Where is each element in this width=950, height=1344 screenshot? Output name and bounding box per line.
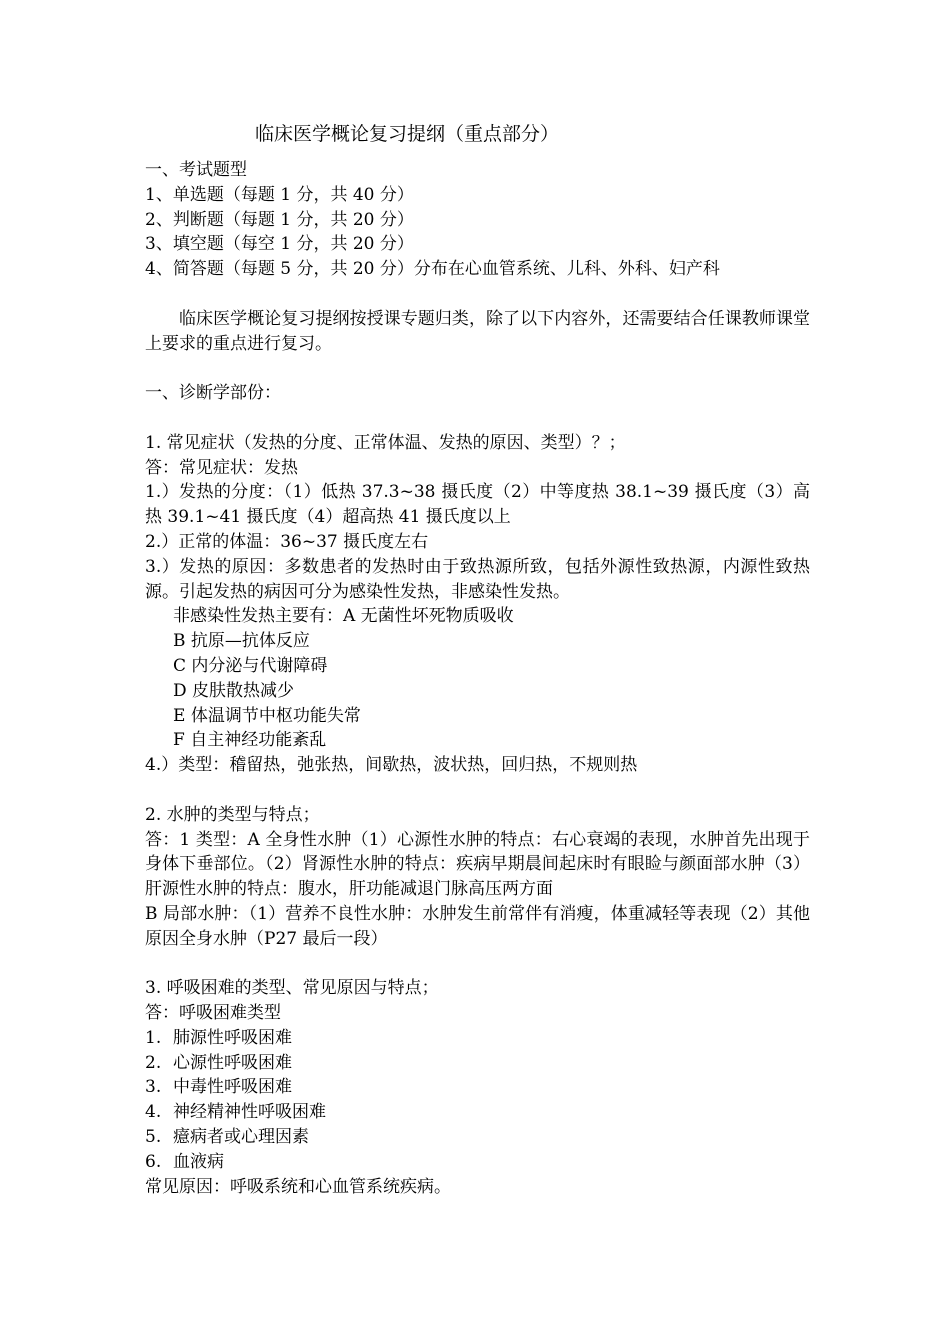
- noninfectious-item: E 体温调节中枢功能失常: [173, 705, 361, 726]
- dyspnea-causes: 常见原因：呼吸系统和心血管系统疾病。: [145, 1176, 451, 1197]
- list-number: 2.: [145, 1052, 162, 1073]
- list-text: 神经精神性呼吸困难: [173, 1102, 326, 1123]
- list-item: [145, 1026, 810, 1051]
- exam-type-item: 2、判断题（每题 1 分，共 20 分）: [145, 209, 414, 230]
- list-text: 血液病: [173, 1151, 224, 1172]
- list-number: 4.: [145, 1102, 162, 1123]
- section-heading: 一、诊断学部份：: [145, 383, 281, 404]
- answer-3-lead: 答：呼吸困难类型: [145, 1003, 281, 1024]
- list-text: 癔病者或心理因素: [173, 1127, 309, 1148]
- exam-type-item: 3、填空题（每空 1 分，共 20 分）: [145, 234, 414, 255]
- noninfectious-item: D 皮肤散热减少: [173, 680, 295, 701]
- dyspnea-type-list: [145, 1026, 810, 1175]
- normal-temperature: 2.）正常的体温：36~37 摄氏度左右: [145, 531, 429, 552]
- question-3: 3. 呼吸困难的类型、常见原因与特点；: [145, 978, 439, 999]
- exam-type-item: 4、简答题（每题 5 分，共 20 分）分布在心血管系统、儿科、外科、妇产科: [145, 259, 720, 280]
- list-item: [145, 1150, 810, 1175]
- noninfectious-item: F 自主神经功能紊乱: [173, 730, 327, 751]
- fever-grades: 1.）发热的分度：（1）低热 37.3~38 摄氏度（2）中等度热 38.1~39 摄氏度（3）高热 39.1~41 摄氏度（4）超高热 41 摄氏度以上: [145, 482, 810, 528]
- list-number: 6.: [145, 1151, 162, 1172]
- fever-causes: 3.）发热的原因：多数患者的发热时由于致热源所致，包括外源性致热源，内源性致热源。引起发热的病因可分为感染性发热，非感染性发热。: [145, 556, 810, 602]
- list-item: [145, 1075, 810, 1100]
- list-item: [145, 1125, 810, 1150]
- answer-1-lead: 答：常见症状：发热: [145, 457, 298, 478]
- page-title: 临床医学概论复习提纲（重点部分）: [255, 123, 560, 145]
- list-item: [145, 1100, 810, 1125]
- spacer: [145, 356, 810, 381]
- spacer: [145, 406, 810, 431]
- spacer: [145, 778, 810, 803]
- exam-type-heading: 一、考试题型: [145, 160, 247, 180]
- document-body: [145, 120, 810, 1199]
- list-text: 中毒性呼吸困难: [173, 1077, 292, 1098]
- edema-systemic: 答：1 类型：A 全身性水肿（1）心源性水肿的特点：右心衰竭的表现，水肿首先出现于身体下垂部位。（2）肾源性水肿的特点：疾病早期晨间起床时有眼睑与颜面部水肿（3）肝源性水肿的特点：腹水，肝功能减退门脉高压两方面: [145, 829, 810, 900]
- noninfectious-item: B 抗原—抗体反应: [173, 631, 310, 652]
- noninfectious-lead: 非感染性发热主要有：A 无菌性坏死物质吸收: [173, 606, 514, 627]
- question-2: 2. 水肿的类型与特点；: [145, 804, 320, 825]
- question-1: 1. 常见症状（发热的分度、正常体温、发热的原因、类型）？；: [145, 432, 626, 453]
- spacer: [145, 952, 810, 977]
- fever-types: 4.）类型：稽留热，弛张热，间歇热，波状热，回归热，不规则热: [145, 755, 638, 776]
- list-item: [145, 1051, 810, 1076]
- intro-paragraph: 临床医学概论复习提纲按授课专题归类，除了以下内容外，还需要结合任课教师课堂上要求的重点进行复习。: [145, 308, 810, 354]
- list-text: 心源性呼吸困难: [173, 1052, 292, 1073]
- list-number: 3.: [145, 1077, 162, 1098]
- edema-local: B 局部水肿：（1）营养不良性水肿：水肿发生前常伴有消瘦，体重减轻等表现（2）其他原因全身水肿（P27 最后一段）: [145, 903, 810, 949]
- exam-type-item: 1、单选题（每题 1 分，共 40 分）: [145, 184, 414, 205]
- list-text: 肺源性呼吸困难: [173, 1027, 292, 1048]
- noninfectious-item: C 内分泌与代谢障碍: [173, 655, 328, 676]
- list-number: 5.: [145, 1127, 162, 1148]
- spacer: [145, 282, 810, 307]
- list-number: 1.: [145, 1027, 162, 1048]
